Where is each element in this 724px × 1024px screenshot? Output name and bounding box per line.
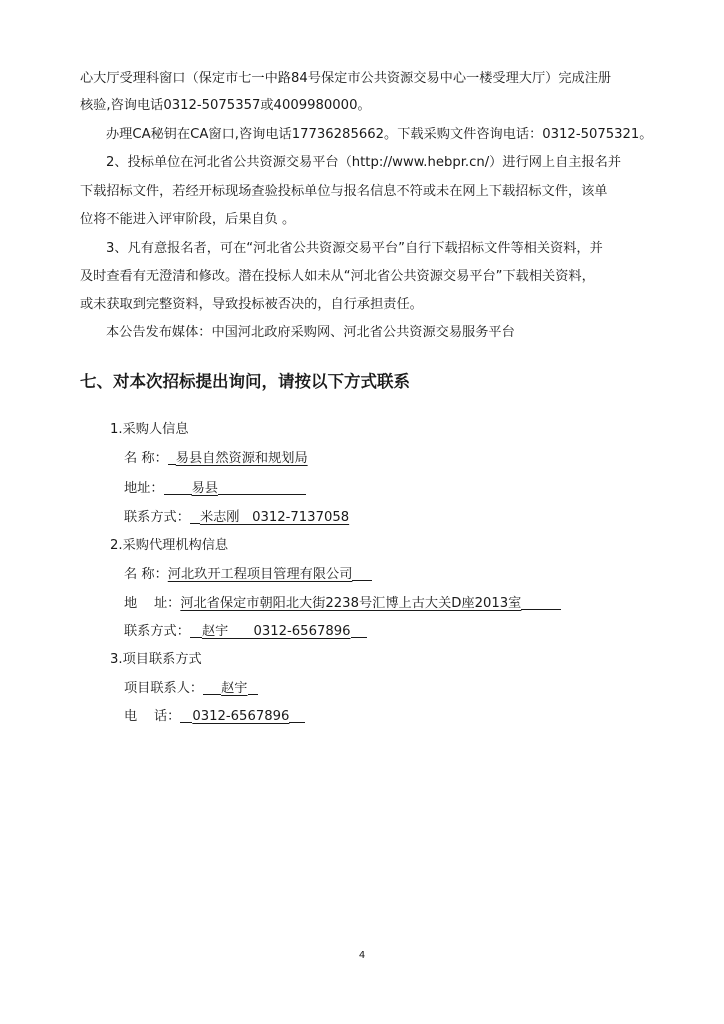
field-label: 联系方式：	[124, 624, 190, 639]
field-label: 名 称：	[124, 451, 168, 466]
field-label: 地 址：	[124, 596, 181, 611]
purchaser-name-value: 易县自然资源和规划局	[175, 451, 308, 466]
agency-contact-row	[124, 620, 367, 639]
section-title: 七、对本次招标提出询问，请按以下方式联系	[80, 372, 410, 391]
paragraph-line: 心大厅受理科窗口（保定市七一中路84号保定市公共资源交易中心一楼受理大厅）完成注册	[80, 71, 612, 86]
agency-heading: 2.采购代理机构信息	[110, 538, 229, 553]
field-label: 联系方式：	[124, 510, 190, 525]
purchaser-name-row	[124, 447, 308, 466]
paragraph-line: 下载招标文件，若经开标现场查验投标单位与报名信息不符或未在网上下载招标文件，该单	[80, 184, 608, 199]
paragraph-line: 核验,咨询电话0312-5075357或4009980000。	[80, 98, 371, 113]
purchaser-heading: 1.采购人信息	[110, 422, 189, 437]
field-label: 地址：	[124, 481, 164, 496]
paragraph-line: 办理CA秘钥在CA窗口,咨询电话17736285662。下载采购文件咨询电话：0312-5075321。	[106, 127, 653, 142]
agency-contact-value: 赵宇 0312-6567896	[201, 624, 351, 639]
agency-address-row	[124, 592, 561, 611]
purchaser-address-row	[124, 477, 306, 496]
project-heading: 3.项目联系方式	[110, 652, 202, 667]
agency-name-value: 河北玖开工程项目管理有限公司	[167, 567, 353, 582]
field-label: 名 称：	[124, 567, 168, 582]
project-person-value: 赵宇	[221, 681, 248, 696]
field-label: 电 话：	[124, 709, 181, 724]
paragraph-line: 3、凡有意报名者，可在“河北省公共资源交易平台”自行下载招标文件等相关资料，并	[106, 241, 603, 256]
purchaser-contact-value: 米志刚 0312-7137058	[199, 510, 350, 525]
paragraph-line: 本公告发布媒体：中国河北政府采购网、河北省公共资源交易服务平台	[106, 325, 515, 340]
field-label: 项目联系人：	[124, 681, 204, 696]
paragraph-line: 2、投标单位在河北省公共资源交易平台（http://www.hebpr.cn/）进行网上自主报名并	[106, 155, 622, 170]
paragraph-line: 及时查看有无澄清和修改。潜在投标人如未从“河北省公共资源交易平台”下载相关资料，	[80, 269, 595, 284]
paragraph-line: 位将不能进入评审阶段，后果自负 。	[80, 212, 296, 227]
agency-address-value: 河北省保定市朝阳北大街2238号汇博上古大关D座2013室	[180, 596, 522, 611]
project-person-row	[124, 677, 258, 696]
agency-name-row	[124, 563, 372, 582]
page-number: 4	[358, 950, 366, 961]
project-phone-value: 0312-6567896	[192, 709, 290, 724]
purchaser-contact-row	[124, 506, 349, 525]
paragraph-line: 或未获取到完整资料，导致投标被否决的，自行承担责任。	[80, 297, 423, 312]
project-phone-row	[124, 705, 305, 724]
purchaser-address-value: 易县	[191, 481, 218, 496]
